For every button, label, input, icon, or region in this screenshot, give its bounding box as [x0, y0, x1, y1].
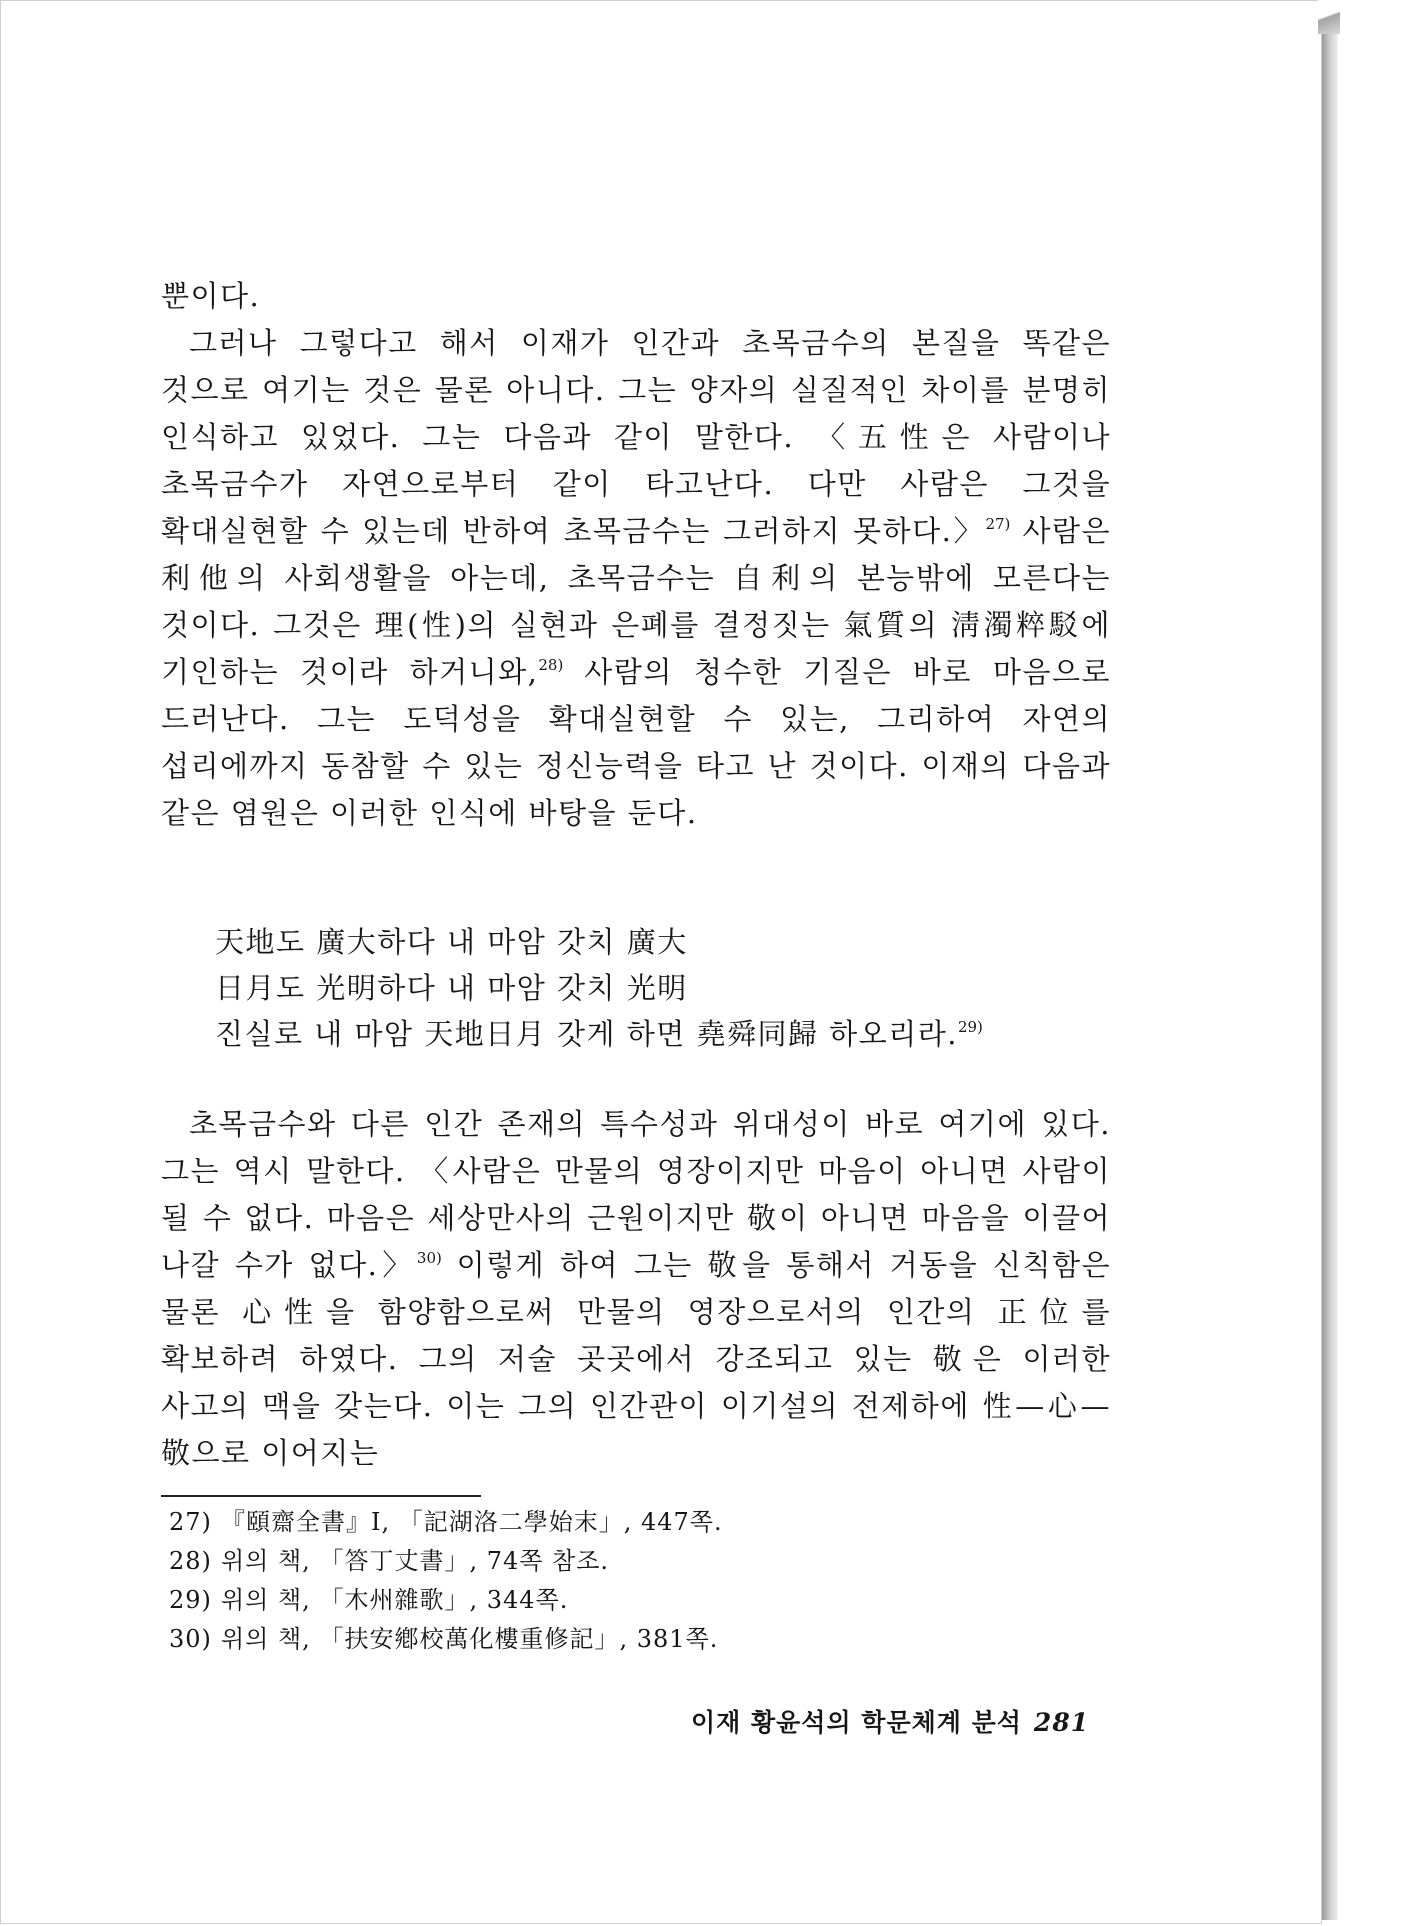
running-footer — [691, 1703, 1091, 1739]
footnote-number: 28) — [169, 1547, 212, 1575]
footnote-item — [169, 1503, 1109, 1542]
footnote-reference[interactable]: 29) — [957, 1018, 983, 1036]
poem-line: 日月도 光明하다 내 마암 갓치 光明 — [215, 971, 688, 1005]
paragraph-text: 사람은 利他의 사회생활을 아는데, 초목금수는 自利의 본능밖에 모른다는 것이다. 그것은 理(性)의 실현과 은폐를 결정짓는 氣質의 淸濁粹駁에 기인하는 것이라 하거니와, — [161, 514, 1111, 689]
paragraph-continuation — [161, 273, 1111, 320]
footnote-text: 위의 책, 「扶安鄕校萬化樓重修記」, 381쪽. — [221, 1625, 719, 1653]
paragraph-text: 그러나 그렇다고 해서 이재가 인간과 초목금수의 본질을 똑같은 것으로 여기는 것은 물론 아니다. 그는 양자의 실질적인 차이를 분명히 인식하고 있었다. 그는 다음과 같이 말한다. 〈五性은 사람이나 초목금수가 자연으로부터 같이 타고난다. 다만 사람은 그것을 확대실현할 수 있는데 반하여 초목금수는 그러하지 못하다.〉 — [161, 326, 1111, 548]
page-corner-fold — [1318, 0, 1340, 34]
footnote-item — [169, 1542, 1109, 1581]
poem-line — [215, 1011, 1115, 1057]
footnote-number: 27) — [169, 1508, 212, 1536]
footnote-number: 29) — [169, 1586, 212, 1614]
footnote-reference[interactable]: 28) — [538, 656, 564, 674]
footnote-reference[interactable]: 30) — [416, 1249, 442, 1267]
footnote-text: 위의 책, 「答丁丈書」, 74쪽 참조. — [221, 1547, 610, 1575]
footnote-number: 30) — [169, 1625, 212, 1653]
page-number: 281 — [1033, 1708, 1090, 1737]
paragraph-text: 사람의 청수한 기질은 바로 마음으로 드러난다. 그는 도덕성을 확대실현할 수 있는, 그리하여 자연의 섭리에까지 동참할 수 있는 정신능력을 타고 난 것이다. 이재의 다음과 같은 염원은 이러한 인식에 바탕을 둔다. — [161, 655, 1111, 830]
poem-line: 天地도 廣大하다 내 마암 갓치 廣大 — [215, 925, 688, 959]
footnote-text: 『頤齋全書』Ⅰ, 「記湖洛二學始末」, 447쪽. — [221, 1508, 723, 1536]
footnote-item — [169, 1620, 1109, 1659]
paragraph-human-nature — [161, 320, 1111, 837]
footnote-divider — [161, 1495, 481, 1497]
poem-quotation — [215, 919, 1115, 1057]
running-title: 이재 황윤석의 학문체계 분석 — [691, 1708, 1022, 1737]
footnote-text: 위의 책, 「木州雜歌」, 344쪽. — [221, 1586, 569, 1614]
footnote-reference[interactable]: 27) — [985, 515, 1011, 533]
poem-line-text: 진실로 내 마암 天地日月 갓게 하면 堯舜同歸 하오리라. — [215, 1017, 958, 1051]
paragraph-text: 초목금수와 다른 인간 존재의 특수성과 위대성이 바로 여기에 있다. 그는 역시 말한다. 〈사람은 만물의 영장이지만 마음이 아니면 사람이 될 수 없다. 마음은 세상만사의 근원이지만 敬이 아니면 마음을 이끌어 나갈 수가 없다.〉 — [161, 1107, 1111, 1282]
page-edge-shadow — [1322, 6, 1338, 1920]
paragraph-reverence — [161, 1101, 1111, 1477]
paragraph-text: 이렇게 하여 그는 敬을 통해서 거동을 신칙함은 물론 心性을 함양함으로써 만물의 영장으로서의 인간의 正位를 확보하려 하였다. 그의 저술 곳곳에서 강조되고 있는 敬은 이러한 사고의 맥을 갖는다. 이는 그의 인간관이 이기설의 전제하에 性—心—敬으로 이어지는 — [161, 1248, 1111, 1470]
footnote-item — [169, 1581, 1109, 1620]
paragraph-text: 뿐이다. — [161, 279, 261, 313]
footnote-list — [169, 1503, 1109, 1659]
